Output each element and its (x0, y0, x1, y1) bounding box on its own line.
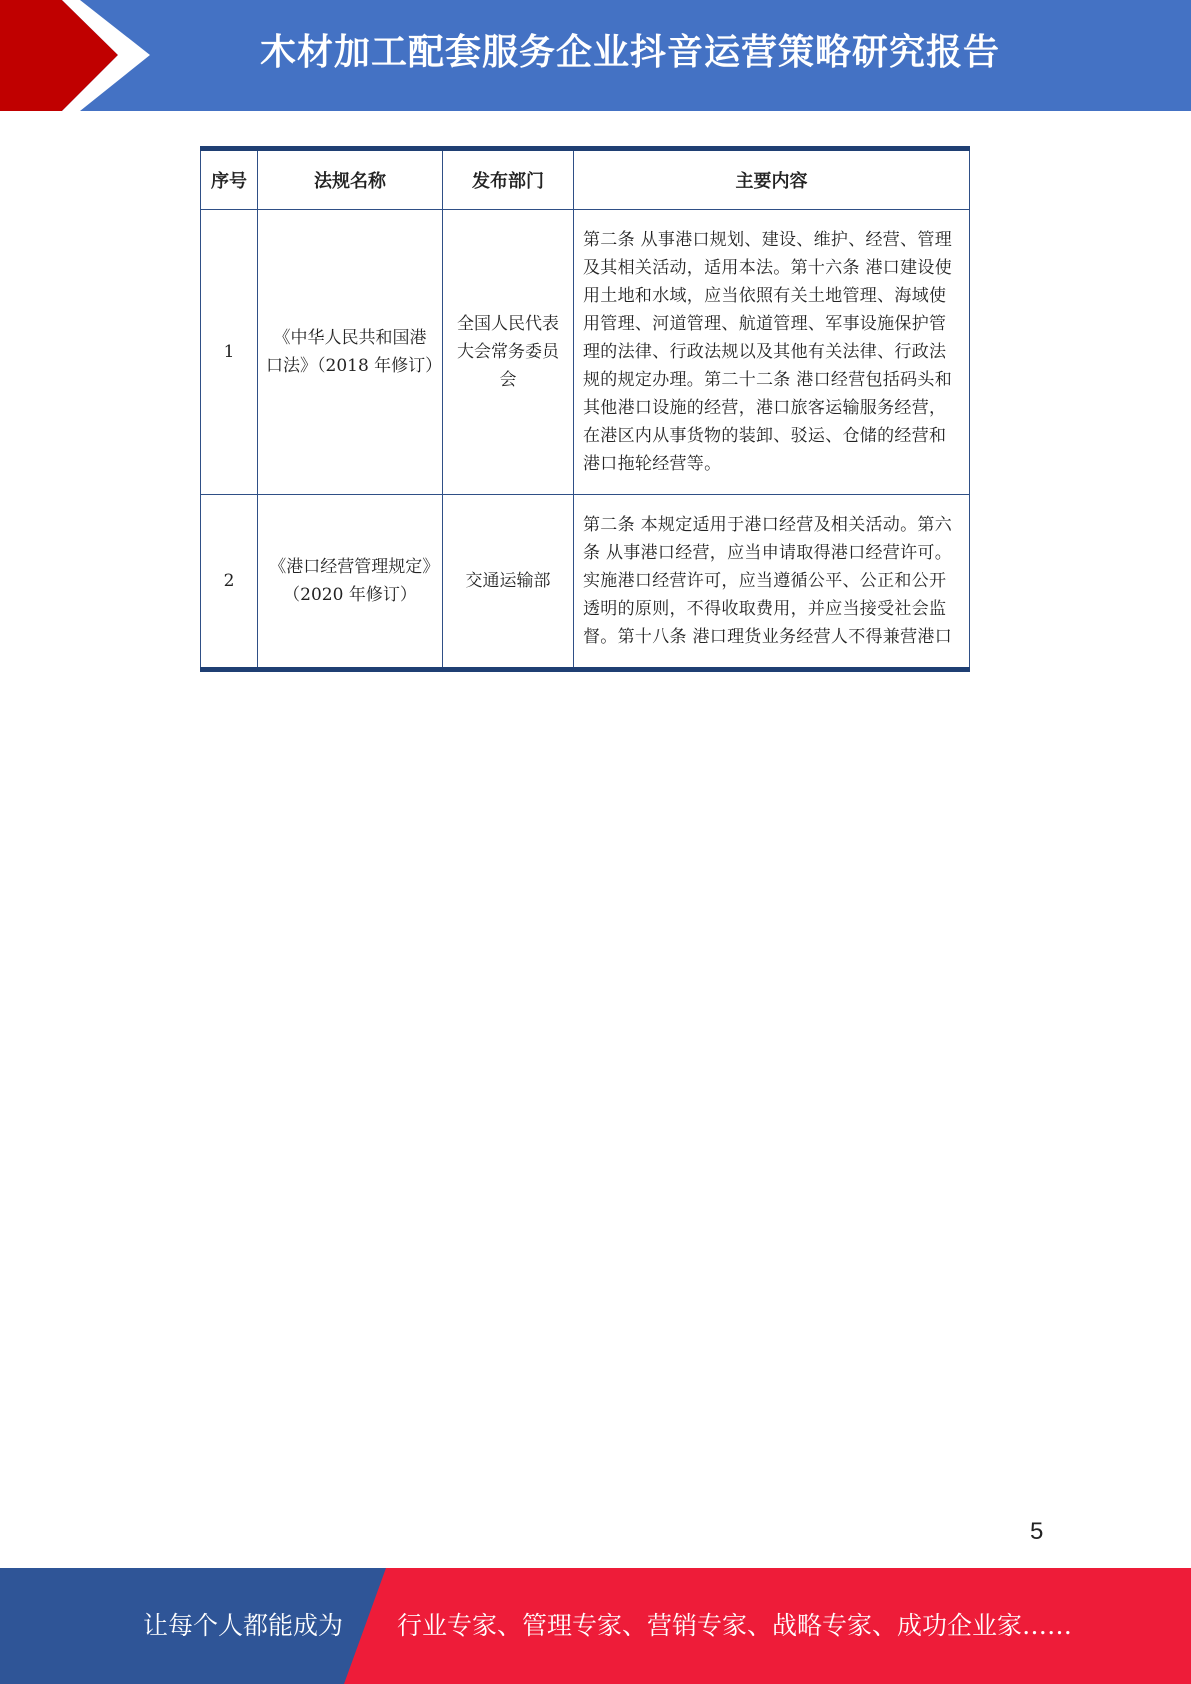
report-title: 木材加工配套服务企业抖音运营策略研究报告 (259, 32, 1000, 73)
page-number: 5 (1030, 1518, 1044, 1545)
cell-serial-number: 1 (201, 210, 258, 495)
cell-regulation-name: 《中华人民共和国港口法》（2018 年修订） (258, 210, 443, 495)
chevron-arrow-icon (0, 0, 160, 111)
page-header (0, 0, 1191, 111)
main-content-text: 第二条 本规定适用于港口经营及相关活动。第六条 从事港口经营，应当申请取得港口经营许可。 实施港口经营许可，应当遵循公平、公正和公开透明的原则，不得收取费用，并应当接受社会监督。第十八条 港口理货业务经营人不得兼营港口 (583, 515, 953, 647)
cell-issuing-department: 交通运输部 (443, 495, 574, 670)
cell-main-content (574, 495, 970, 670)
page-footer (0, 1568, 1191, 1684)
header-regulation-name: 法规名称 (258, 149, 443, 210)
footer-slogan-left: 让每个人都能成为 (143, 1611, 344, 1640)
footer-slogan-right: 行业专家、管理专家、营销专家、战略专家、成功企业家…… (397, 1611, 1073, 1640)
cell-issuing-department: 全国人民代表大会常务委员会 (443, 210, 574, 495)
header-serial-number: 序号 (201, 149, 258, 210)
table-row (201, 210, 970, 495)
cell-main-content (574, 210, 970, 495)
cell-serial-number: 2 (201, 495, 258, 670)
regulations-table (200, 146, 970, 672)
header-main-content: 主要内容 (574, 149, 970, 210)
header-issuing-department: 发布部门 (443, 149, 574, 210)
table-row (201, 495, 970, 670)
table-header-row (201, 149, 970, 210)
main-content-text: 第二条 从事港口规划、建设、维护、经营、管理及其相关活动，适用本法。第十六条 港口建设使用土地和水域，应当依照有关土地管理、海域使用管理、河道管理、航道管理、军事设施保护管理的法律、行政法规以及其他有关法律、行政法规的规定办理。第二十二条 港口经营包括码头和其他港口设施的经营，港口旅客运输服务经营，在港区内从事货物的装卸、驳运、仓储的经营和港口拖轮经营等。 (583, 230, 953, 474)
cell-regulation-name: 《港口经营管理规定》（2020 年修订） (258, 495, 443, 670)
